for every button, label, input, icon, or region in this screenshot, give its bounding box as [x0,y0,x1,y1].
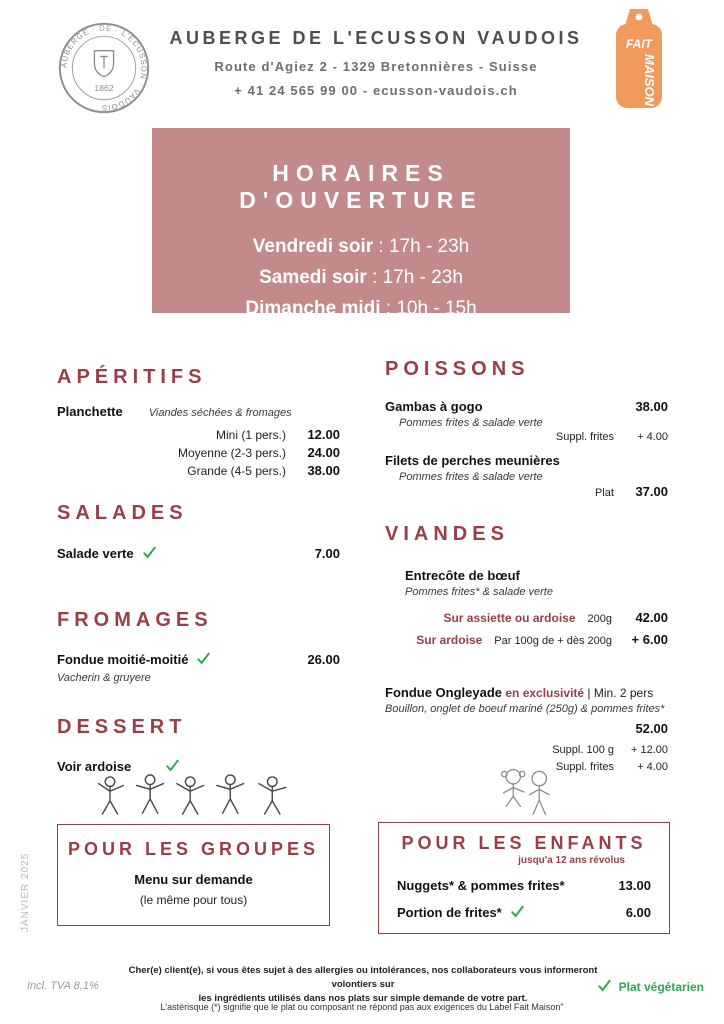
suppl-label: Suppl. frites [555,761,614,773]
kids-item-nuggets [397,878,651,893]
item-desc: Pommes frites & salade verte [399,471,543,483]
suppl-price: + 12.00 [630,744,668,756]
kids-title: POUR LES ENFANTS [401,833,647,853]
vegetarian-check-icon [510,904,525,924]
suppl-label: Suppl. 100 g [552,744,614,756]
groups-section [57,772,330,926]
fait-maison-text-fait: FAIT [626,37,652,51]
menu-item-salade-verte [57,543,340,563]
item-name: Nuggets* & pommes frites* [397,878,565,893]
stamp-shield-icon [94,51,113,77]
restaurant-contact: + 41 24 565 99 00 - ecusson-vaudois.ch [234,83,518,98]
menu-right-column [385,358,668,773]
item-name: Fondue moitié-moitié [57,652,189,667]
stamp-ring-text: AUBERGE · DE · L'ECUSSON · VAUDOIS [59,23,149,113]
item-price: 38.00 [635,399,668,414]
hours-day: Dimanche midi [245,298,381,319]
hours-day: Vendredi soir [252,236,374,257]
vegetarian-check-icon [597,978,612,996]
item-min-persons: | Min. 2 pers [587,686,654,700]
item-name: Portion de frites* [397,905,502,920]
option-price: + 6.00 [631,632,668,647]
menu-item-fondue-ongleyade [385,685,668,700]
section-title-dessert: DESSERT [57,716,187,738]
size-row [57,426,340,444]
groups-line1: Menu sur demande [134,872,253,887]
option-qty: 200g [587,613,612,625]
item-price: 26.00 [307,652,340,667]
kids-box [378,822,670,934]
hours-line-sunday [152,293,570,324]
menu-item-planchette [57,404,340,419]
plat-label: Plat [595,487,614,499]
size-row [57,462,340,480]
section-title-viandes: VIANDES [385,523,509,545]
price-row [385,721,668,736]
hours-line-saturday [152,262,570,293]
option-label: Sur ardoise [416,633,483,647]
item-price: 7.00 [314,546,340,561]
item-desc: Vacherin & gruyere [57,672,151,684]
hours-day: Samedi soir [259,267,367,288]
option-label: Sur assiette ou ardoise [443,611,576,625]
menu-left-column [57,366,340,776]
item-price: 13.00 [618,878,651,893]
size-price: 24.00 [307,445,340,460]
allergy-notice [128,964,598,1006]
price-row [385,484,668,499]
menu-item-perches: Filets de perches meunières [385,453,560,468]
section-title-aperitifs: APÉRITIFS [57,366,207,388]
section-title-poissons: POISSONS [385,358,530,380]
size-label: Mini (1 pers.) [215,428,286,442]
asterisk-note: L'astérisque (*) signifie que le plat ou composant ne répond pas aux exigences du Label Fait Maison" [160,1002,564,1012]
vegetarian-check-icon [142,545,157,565]
item-desc: Viandes séchées & fromages [148,407,292,419]
stamp-year: 1862 [94,83,114,94]
menu-item-fondue [57,649,340,669]
restaurant-address: Route d'Agiez 2 - 1329 Bretonnières - Suisse [214,59,538,74]
restaurant-name: AUBERGE DE L'ECUSSON VAUDOIS [169,28,583,48]
tva-note: Incl. TVA 8,1% [27,980,99,992]
opening-hours-lines [152,231,570,324]
item-name: Planchette [57,404,123,419]
vegetarian-legend [597,978,704,996]
size-price: 12.00 [307,427,340,442]
suppl-price: + 4.00 [637,761,668,773]
vegetarian-legend-label: Plat végétarien [618,980,704,994]
item-name: Voir ardoise [57,759,132,774]
kids-subtitle: jusqu'a 12 ans révolus [518,855,625,866]
allergy-line1: Cher(e) client(e), si vous êtes sujet à des allergies ou intolérances, nos collaborateurs vous informeront volontiers sur [128,965,598,990]
item-price: 52.00 [635,721,668,736]
supplement-row [385,744,668,756]
item-name: Fondue Ongleyade [385,685,503,700]
dancing-figures-illustration [89,772,299,820]
item-name: Salade verte [57,546,134,561]
groups-title: POUR LES GROUPES [67,839,320,859]
opening-hours-block [152,128,570,319]
item-highlight: en exclusivité [505,686,585,700]
groups-line2: (le même pour tous) [139,893,248,907]
size-label: Grande (4-5 pers.) [187,464,286,478]
menu-item-entrecote: Entrecôte de bœuf [405,568,520,583]
fait-maison-logo [608,8,670,110]
header [158,28,594,98]
side-date-label: JANVIER 2025 [20,852,31,932]
item-desc: Pommes frites & salade verte [399,417,543,429]
entrecote-option-row [385,632,668,647]
option-qty: Par 100g de + dès 200g [494,635,612,647]
kids-item-frites [397,902,651,922]
item-price: 37.00 [635,484,668,499]
fait-maison-text-maison: MAISON [642,54,657,106]
hours-time: : 10h - 15h [385,298,477,319]
item-desc: Pommes frites* & salade verte [405,586,553,598]
hours-time: : 17h - 23h [378,236,470,257]
size-row [57,444,340,462]
item-price: 6.00 [625,905,651,920]
menu-item-gambas [385,399,668,414]
opening-hours-title: HORAIRES D'OUVERTURE [239,160,483,213]
supplement-row [385,431,668,443]
groups-box [57,824,330,926]
item-desc: Bouillon, onglet de boeuf mariné (250g) & pommes frites* [385,703,665,715]
suppl-label: Suppl. frites [555,431,614,443]
item-name: Gambas à gogo [385,399,483,414]
entrecote-option-row [385,610,668,625]
suppl-price: + 4.00 [637,431,668,443]
kids-section [378,766,670,934]
hours-time: : 17h - 23h [372,267,463,288]
section-title-salades: SALADES [57,502,188,524]
children-illustration [488,766,560,818]
size-label: Moyenne (2-3 pers.) [177,446,286,460]
size-price: 38.00 [307,463,340,478]
section-title-fromages: FROMAGES [57,609,213,631]
vegetarian-check-icon [196,651,211,671]
option-price: 42.00 [635,610,668,625]
restaurant-stamp-logo [56,20,152,116]
hours-line-friday [152,231,570,262]
allergy-line2: les ingrédients utilisés dans nos plats sur simple demande de votre part. [198,993,528,1004]
